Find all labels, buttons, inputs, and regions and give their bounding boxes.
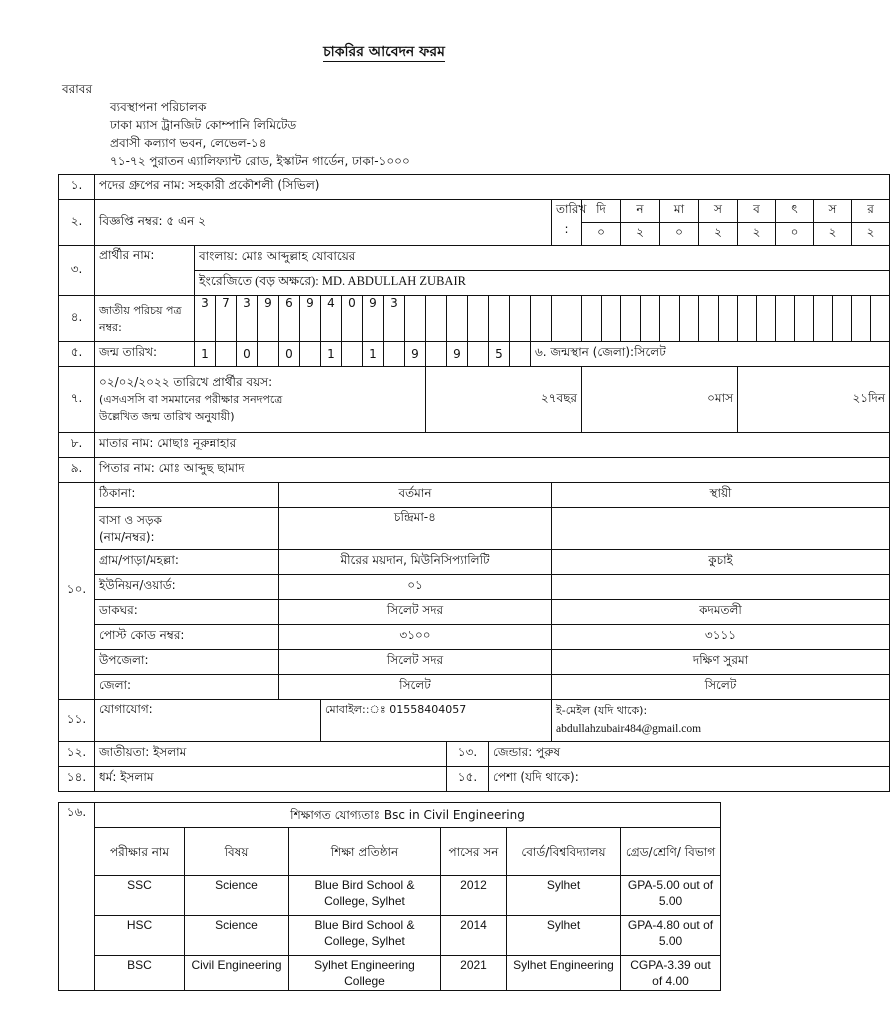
addressee-block: বরাবর ব্যবস্থাপনা পরিচালক ঢাকা ম্যাস ট্রানজিট কোম্পানি লিমিটেড প্রবাসী কল্যাণ ভবন, লেভেল-১৪ ৭১-৭২ পুরাতন এ্যালিফ্যান্ট রোড, ইস্কাটন গার্ডেন, ঢাকা-১০০০	[62, 82, 410, 168]
date-digit: ২	[738, 223, 776, 246]
col-header: বিষয়	[185, 828, 289, 876]
dob-digit: 1	[195, 342, 216, 367]
address-row: বাসা ও সড়ক (নাম/নম্বর): চন্দ্রিমা-৪	[59, 508, 890, 550]
date-head: ন	[621, 200, 660, 223]
row-circular-date-digits: : ০ ২ ০ ২ ২ ০ ২ ২	[59, 223, 890, 246]
nid-digit: 3	[237, 296, 258, 342]
col-header: শিক্ষা প্রতিষ্ঠান	[289, 828, 441, 876]
col-header: পরীক্ষার নাম	[95, 828, 185, 876]
address-row: গ্রাম/পাড়া/মহল্লা: মীরের ময়দান, মিউনিসিপ্যালিটি কুচাই	[59, 550, 890, 575]
row-nid: ৪. জাতীয় পরিচয় পত্র নম্বর: 3 7 3 9 6 9 4 0 9 3	[59, 296, 890, 342]
dob-digit: 0	[279, 342, 300, 367]
nid-digit: 9	[258, 296, 279, 342]
nid-digit	[489, 296, 510, 342]
nid-digit	[852, 296, 871, 342]
date-head: ৎ	[776, 200, 814, 223]
col-header: গ্রেড/শ্রেণি/ বিভাগ	[621, 828, 721, 876]
age-years: ২৭বছর	[426, 367, 582, 433]
row-post-name: ১. পদের গ্রুপের নাম: সহকারী প্রকৌশলী (সিভিল)	[59, 175, 890, 200]
row-birth-date: ৫. জন্ম তারিখ: 1 0 0 1 1 9 9 5 ৬. জন্মস্থান (জেলা):সিলেট	[59, 342, 890, 367]
education-header-row	[59, 828, 721, 876]
address-row: পোস্ট কোড নম্বর: ৩১০০ ৩১১১	[59, 625, 890, 650]
col-header: বোর্ড/বিশ্ববিদ্যালয়	[507, 828, 621, 876]
dob-digit	[258, 342, 279, 367]
nid-digit	[582, 296, 602, 342]
nid-digit	[814, 296, 833, 342]
nid-digit	[757, 296, 776, 342]
dob-digit	[342, 342, 363, 367]
nid-digit	[871, 296, 890, 342]
nid-digit	[640, 296, 660, 342]
dob-digit: 5	[489, 342, 510, 367]
dob-digit: 0	[237, 342, 258, 367]
date-digit: ২	[852, 223, 890, 246]
nid-digit	[510, 296, 531, 342]
nid-digit	[426, 296, 447, 342]
date-digit: ০	[582, 223, 621, 246]
nid-digit	[405, 296, 426, 342]
nid-digit	[468, 296, 489, 342]
row-circular-date-head: ২. বিজ্ঞপ্তি নম্বর: ৫ এন ২ তারিখ দি ন মা স ব ৎ স র	[59, 200, 890, 223]
row-contact: ১১. যোগাযোগ: মোবাইল::ঃ 01558404057 ই-মেইল (যদি থাকে): abdullahzubair484@gmail.com	[59, 700, 890, 742]
nid-digit	[679, 296, 699, 342]
date-head: স	[814, 200, 852, 223]
row-age: ৭. ০২/০২/২০২২ তারিখে প্রার্থীর বয়স: (এসএসসি বা সমমানের পরীক্ষার সনদপত্রে উল্লেখিত জন্ম তারিখ অনুযায়ী) ২৭বছর ০মাস ২১দিন	[59, 367, 890, 433]
dob-digit	[216, 342, 237, 367]
date-head: মা	[660, 200, 699, 223]
date-digit: ০	[660, 223, 699, 246]
nid-digit	[531, 296, 552, 342]
date-digit: ২	[814, 223, 852, 246]
dob-digit	[426, 342, 447, 367]
date-head: র	[852, 200, 890, 223]
form-title: চাকরির আবেদন ফরম	[323, 44, 445, 60]
email-address: abdullahzubair484@gmail.com	[556, 723, 702, 735]
nid-digit: 6	[279, 296, 300, 342]
nid-digit: 9	[363, 296, 384, 342]
row-applicant-name-english: ইংরেজিতে (বড় অক্ষরে): MD. ABDULLAH ZUBAIR	[59, 271, 890, 296]
nid-digit: 0	[342, 296, 363, 342]
nid-digit: 3	[384, 296, 405, 342]
application-form-table	[58, 174, 890, 792]
dob-digit: 1	[363, 342, 384, 367]
address-row: ডাকঘর: সিলেট সদর কদমতলী	[59, 600, 890, 625]
education-heading-row: ১৬. শিক্ষাগত যোগ্যতাঃ Bsc in Civil Engineering	[59, 803, 721, 828]
nid-digit	[718, 296, 738, 342]
nid-digit	[601, 296, 621, 342]
nid-digit	[833, 296, 852, 342]
nid-digit	[552, 296, 582, 342]
nid-digit	[699, 296, 719, 342]
nid-digit: 3	[195, 296, 216, 342]
date-head: ব	[738, 200, 776, 223]
education-row: SSC Science Blue Bird School & College, Sylhet 2012 Sylhet GPA-5.00 out of 5.00	[59, 876, 721, 916]
row-father-name: ৯. পিতার নাম: মোঃ আব্দুছ ছামাদ	[59, 458, 890, 483]
dob-digit: 9	[405, 342, 426, 367]
date-head: দি	[582, 200, 621, 223]
nid-digit	[776, 296, 795, 342]
age-months: ০মাস	[582, 367, 738, 433]
row-mother-name: ৮. মাতার নাম: মোছাঃ নূরুন্নাহার	[59, 433, 890, 458]
nid-digit: 9	[300, 296, 321, 342]
row-applicant-name-bangla: ৩. প্রার্থীর নাম: বাংলায়: মোঃ আব্দুল্লাহ যোবায়ের	[59, 246, 890, 271]
address-row: ইউনিয়ন/ওয়ার্ড: ০১	[59, 575, 890, 600]
dob-digit: 9	[447, 342, 468, 367]
education-row: HSC Science Blue Bird School & College, Sylhet 2014 Sylhet GPA-4.80 out of 5.00	[59, 916, 721, 956]
row-nationality-gender: ১২. জাতীয়তা: ইসলাম ১৩. জেন্ডার: পুরুষ	[59, 742, 890, 767]
row-religion-profession: ১৪. ধর্ম: ইসলাম ১৫. পেশা (যদি থাকে):	[59, 767, 890, 792]
nid-digit: 4	[321, 296, 342, 342]
nid-digit	[621, 296, 641, 342]
nid-digit	[795, 296, 814, 342]
date-digit: ২	[621, 223, 660, 246]
address-row: উপজেলা: সিলেট সদর দক্ষিণ সুরমা	[59, 650, 890, 675]
dob-digit	[510, 342, 531, 367]
date-digit: ২	[699, 223, 738, 246]
dob-digit: 1	[321, 342, 342, 367]
education-table	[58, 802, 721, 991]
col-header: পাসের সন	[441, 828, 507, 876]
education-row: BSC Civil Engineering Sylhet Engineering College 2021 Sylhet Engineering CGPA-3.39 out of 4.00	[59, 956, 721, 991]
age-days: ২১দিন	[738, 367, 890, 433]
date-digit: ০	[776, 223, 814, 246]
date-head: স	[699, 200, 738, 223]
nid-digit: 7	[216, 296, 237, 342]
address-row: জেলা: সিলেট সিলেট	[59, 675, 890, 700]
dob-digit	[300, 342, 321, 367]
nid-digit	[447, 296, 468, 342]
dob-digit	[384, 342, 405, 367]
nid-digit	[660, 296, 680, 342]
mobile-number: মোবাইল::ঃ 01558404057	[321, 700, 552, 742]
nid-digit	[738, 296, 757, 342]
row-address-head: ১০. ঠিকানা: বর্তমান স্থায়ী	[59, 483, 890, 508]
dob-digit	[468, 342, 489, 367]
